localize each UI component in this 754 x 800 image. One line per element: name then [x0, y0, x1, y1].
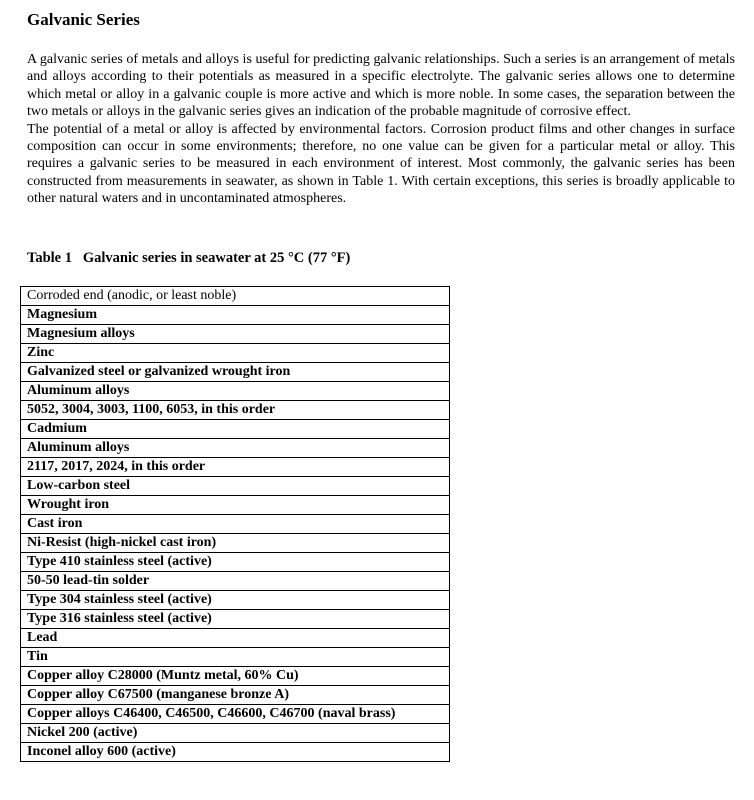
table-cell: Galvanized steel or galvanized wrought iron: [21, 363, 450, 382]
table-cell: 5052, 3004, 3003, 1100, 6053, in this order: [21, 401, 450, 420]
paragraph-environment: The potential of a metal or alloy is affected by environmental factors. Corrosion product films and other changes in surface composition can occur in some environments; therefore, no one value can be given for a particular metal or alloy. This requires a galvanic series to be measured in each environment of interest. Most commonly, the galvanic series has been constructed from measurements in seawater, as shown in Table 1. With certain exceptions, this series is broadly applicable to other natural waters and in uncontaminated atmospheres.: [27, 121, 735, 207]
table-row: [21, 382, 450, 401]
table-cell: Type 304 stainless steel (active): [21, 591, 450, 610]
table-row: [21, 363, 450, 382]
table-row: [21, 439, 450, 458]
table-row: [21, 344, 450, 363]
table-row: [21, 401, 450, 420]
table-cell: Lead: [21, 629, 450, 648]
table-cell: Inconel alloy 600 (active): [21, 743, 450, 762]
table-cell: Cast iron: [21, 515, 450, 534]
table-cell: Magnesium: [21, 306, 450, 325]
table-cell: Type 410 stainless steel (active): [21, 553, 450, 572]
table-row: [21, 572, 450, 591]
table-row: [21, 477, 450, 496]
table-cell: 50-50 lead-tin solder: [21, 572, 450, 591]
table-row: [21, 496, 450, 515]
table-row: [21, 420, 450, 439]
table-row: [21, 648, 450, 667]
table-cell: Wrought iron: [21, 496, 450, 515]
page-title: Galvanic Series: [27, 10, 140, 29]
table-cell: Nickel 200 (active): [21, 724, 450, 743]
table-header-cell: Corroded end (anodic, or least noble): [21, 287, 450, 306]
table-row: [21, 325, 450, 344]
table-cell: Copper alloy C28000 (Muntz metal, 60% Cu): [21, 667, 450, 686]
table-cell: Type 316 stainless steel (active): [21, 610, 450, 629]
table-header-row: [21, 287, 450, 306]
table-row: [21, 515, 450, 534]
table-cell: 2117, 2017, 2024, in this order: [21, 458, 450, 477]
table-row: [21, 743, 450, 762]
table-row: [21, 591, 450, 610]
table-caption: Table 1 Galvanic series in seawater at 25 °C (77 °F): [27, 250, 351, 266]
table-cell: Aluminum alloys: [21, 382, 450, 401]
galvanic-series-table: [20, 286, 450, 762]
table-cell: Copper alloys C46400, C46500, C46600, C46700 (naval brass): [21, 705, 450, 724]
table-cell: Tin: [21, 648, 450, 667]
table-cell: Aluminum alloys: [21, 439, 450, 458]
table-cell: Low-carbon steel: [21, 477, 450, 496]
table-row: [21, 724, 450, 743]
table-cell: Ni-Resist (high-nickel cast iron): [21, 534, 450, 553]
table-row: [21, 553, 450, 572]
table-row: [21, 534, 450, 553]
table-row: [21, 629, 450, 648]
table-row: [21, 686, 450, 705]
table-cell: Zinc: [21, 344, 450, 363]
table-row: [21, 306, 450, 325]
table-cell: Cadmium: [21, 420, 450, 439]
table-row: [21, 610, 450, 629]
body-text: [27, 51, 735, 208]
table-row: [21, 458, 450, 477]
table-cell: Copper alloy C67500 (manganese bronze A): [21, 686, 450, 705]
table-cell: Magnesium alloys: [21, 325, 450, 344]
paragraph-intro: A galvanic series of metals and alloys is useful for predicting galvanic relationships. Such a series is an arrangement of metals and alloys according to their potentials as measured in a specific electrolyte. The galvanic series allows one to determine which metal or alloy in a galvanic couple is more active and which is more noble. In some cases, the separation between the two metals or alloys in the galvanic series gives an indication of the probable magnitude of corrosive effect.: [27, 52, 735, 120]
table-row: [21, 705, 450, 724]
table-row: [21, 667, 450, 686]
